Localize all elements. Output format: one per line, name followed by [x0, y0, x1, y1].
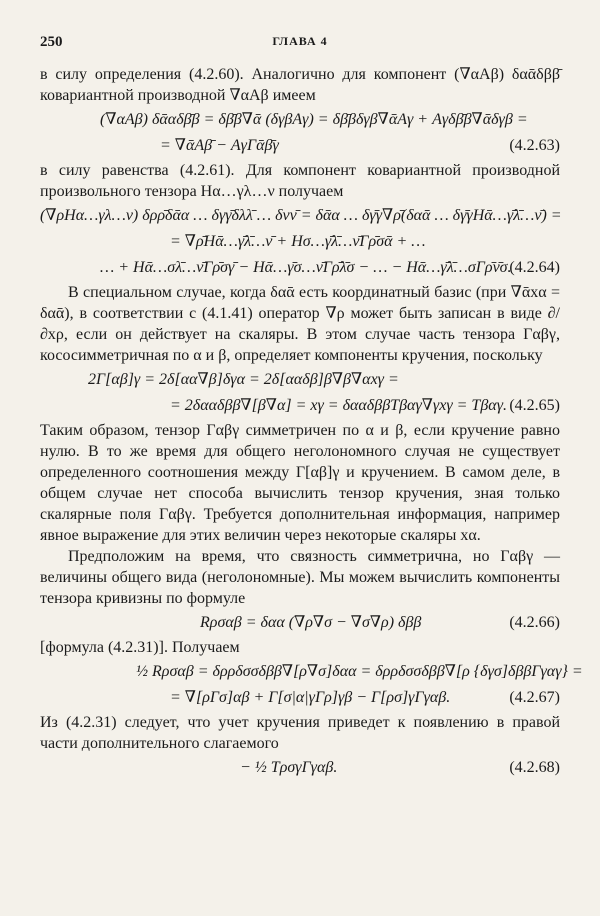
equation-formula: (∇ρHα…γλ…ν) δρρ̄δᾱα … δγγ̄δλλ̄ … δνν̄ = δᾱα … δγ̄γ∇ρ̄(δαᾱ … δγ̄γHᾱ…γ̄λ̄…ν̄) =	[40, 207, 562, 224]
page-number: 250	[40, 34, 63, 50]
chapter-title: ГЛАВА 4	[272, 34, 328, 48]
paragraph: Из (4.2.31) следует, что учет кручения приведет к появлению в правой части дополнительного слагаемого	[40, 714, 560, 752]
equation-number: (4.2.67)	[509, 689, 560, 706]
equation-number: (4.2.68)	[509, 759, 560, 776]
equation-line	[40, 394, 560, 418]
equation-line	[40, 756, 560, 780]
equation-number: (4.2.65)	[509, 397, 560, 414]
text-body	[40, 64, 583, 782]
equation-number: (4.2.63)	[509, 137, 560, 154]
equation-formula: 2Γ[αβ]γ = 2δ[αα∇β]δγα = 2δ[ααδβ]β∇β∇αxγ =	[88, 371, 399, 388]
paragraph: Предположим на время, что связность симметрична, но Γαβγ — величины общего вида (неголономные). Мы можем вычислить компоненты тензора кривизны по формуле	[40, 548, 560, 607]
equation-formula: = ∇ρ̄Hᾱ…γ̄λ̄…ν̄ + Hσ…γ̄λ̄…ν̄Γρ̄σᾱ + …	[170, 233, 426, 250]
equation-line	[40, 256, 560, 280]
equation-line	[40, 686, 560, 710]
equation-line	[40, 204, 560, 228]
equation-number: (4.2.66)	[509, 614, 560, 631]
equation-formula: … + Hᾱ…σλ̄…ν̄Γρ̄σγ̄ − Hᾱ…γ̄σ…ν̄Γρ̄λ̄σ − … − Hᾱ…γ̄λ̄…σΓρ̄ν̄σ.	[100, 259, 512, 276]
equation-formula: ½ Rρσαβ = δρρδσσδββ∇[ρ∇σ]δαα = δρρδσσδββ∇[ρ {δγσ]δββΓγαγ} =	[136, 663, 583, 680]
equation-number: (4.2.64)	[509, 259, 560, 276]
equation-line	[40, 108, 560, 132]
equation-line	[40, 134, 560, 158]
equation-formula: = ∇ᾱAβ̄ − AγΓᾱβ̄γ	[160, 137, 279, 154]
equation-formula: − ½ TρσγΓγαβ.	[240, 759, 338, 776]
paragraph: в силу определения (4.2.60). Аналогично для компонент (∇αAβ) δαᾱδββ̄ ковариантной производной ∇αAβ имеем	[40, 66, 560, 104]
equation-formula: (∇αAβ) δᾱαδβ̄β = δβ̄β∇ᾱ (δγβAγ) = δβ̄βδγβ∇ᾱAγ + Aγδβ̄β∇ᾱδγβ =	[100, 111, 528, 128]
equation-line	[40, 230, 560, 254]
running-header	[40, 34, 560, 54]
paragraph: в силу равенства (4.2.61). Для компонент ковариантной производной произвольного тензора Hα…γλ…ν получаем	[40, 162, 560, 200]
paragraph: Таким образом, тензор Γαβγ симметричен по α и β, если кручение равно нулю. В то же время для общего неголономного случая не существует определенного соотношения между Γ[αβ]γ и кручением. В самом деле, в общем случае нет способа вычислить тензор кручения, зная только скалярные поля Γαβγ. Требуется дополнительная информация, например явное выражение для этих величин через некоторые скаляры xα.	[40, 422, 560, 544]
equation-line	[40, 368, 560, 392]
equation-line	[40, 611, 560, 635]
paragraph: [формула (4.2.31)]. Получаем	[40, 639, 240, 656]
equation-formula: Rρσαβ = δαα (∇ρ∇σ − ∇σ∇ρ) δββ	[200, 614, 422, 631]
equation-formula: = 2δααδββ∇[β∇α] = xγ = δααδββTβαγ∇γxγ = Tβαγ.	[170, 397, 507, 414]
equation-formula: = ∇[ρΓσ]αβ + Γ[σ|α|γΓρ]γβ − Γ[ρσ]γΓγαβ.	[170, 689, 451, 706]
paragraph: В специальном случае, когда δαᾱ есть координатный базис (при ∇ᾱxα = δαᾱ), в соответствии с (4.1.41) оператор ∇ρ может быть записан в виде ∂/∂xρ, если он действует на скаляры. В этом случае часть тензора Γαβγ, кососимметричная по α и β, определяет компоненты кручения, поскольку	[40, 284, 560, 364]
equation-line	[40, 660, 583, 684]
